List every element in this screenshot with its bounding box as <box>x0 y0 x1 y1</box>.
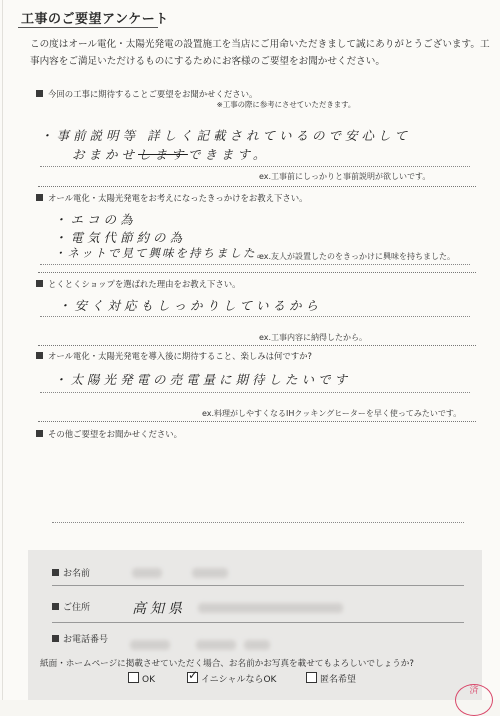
option-initials-ok[interactable]: ✓ イニシャルならOK <box>187 672 276 685</box>
intro-text: この度はオール電化・太陽光発電の設置施工を当店にご用命いただきまして誠にありがとうございます。工事内容をご満足いただけるものにするためにお客様のご要望をお聞かせください。 <box>30 39 490 67</box>
section-expectations <box>36 88 476 110</box>
answer-rule <box>40 264 470 265</box>
question-2: オール電化・太陽光発電をお考えになったきっかけをお教え下さい。 <box>36 192 476 204</box>
redacted-phone <box>244 640 270 650</box>
bullet-square-icon <box>36 352 43 359</box>
address-prefecture: 高知県 <box>132 601 186 617</box>
checkbox-anonymous[interactable] <box>306 672 317 683</box>
bullet-square-icon <box>52 569 59 576</box>
example-4: ex.料理がしやすくなるIHクッキングヒーターを早く使ってみたいです。 <box>202 409 462 418</box>
answer-1-line-1: ・事前説明等 詳しく記載されているので安心して <box>40 128 411 143</box>
page-title: 工事のご要望アンケート <box>21 12 169 27</box>
answer-2-line-2: ・電気代節約の為 <box>54 230 187 245</box>
name-label: お名前 <box>52 566 90 579</box>
question-4: オール電化・太陽光発電を導入後に期待すること、楽しみは何ですか? <box>36 350 476 362</box>
answer-rule <box>40 316 470 317</box>
bullet-square-icon <box>36 194 43 201</box>
redacted-name <box>132 568 162 578</box>
section-reason <box>36 278 476 290</box>
section-motivation <box>36 192 476 204</box>
answer-2-line-3: ・ネットで見て興味を持ちました。 <box>54 246 270 260</box>
review-stamp: 済 <box>455 684 493 716</box>
question-5: その他ご要望をお聞かせください。 <box>36 428 476 440</box>
title-underline <box>18 27 158 28</box>
example-3: ex.工事内容に納得したから。 <box>259 333 368 342</box>
page-edge <box>2 0 3 700</box>
section-after-install <box>36 350 476 362</box>
option-ok[interactable]: OK <box>128 672 155 685</box>
bullet-square-icon <box>36 430 43 437</box>
redacted-phone <box>130 640 170 650</box>
phone-label: お電話番号 <box>52 632 108 645</box>
answer-rule <box>40 392 470 393</box>
answer-3-line-1: ・安く対応もしっかりしているから <box>58 298 323 313</box>
redacted-name <box>192 568 228 578</box>
question-1: 今回の工事に期待することご要望をお聞かせください。 <box>36 88 476 100</box>
section-divider <box>38 345 476 346</box>
answer-1-text: おまかせ <box>72 147 139 162</box>
question-3: とくとくショップを選ばれた理由をお教え下さい。 <box>36 278 476 290</box>
redacted-phone <box>196 640 236 650</box>
redacted-address <box>198 603 343 613</box>
name-line <box>52 585 464 586</box>
bullet-square-icon <box>52 635 59 642</box>
example-2: ex.友人が設置したのをきっかけに興味を持ちました。 <box>259 252 456 261</box>
checkbox-ok[interactable] <box>128 672 139 683</box>
address-line <box>52 622 464 623</box>
question-1-note: ※工事の際に参考にさせていただきます。 <box>216 100 356 109</box>
address-label: ご住所 <box>52 600 90 613</box>
section-other <box>36 428 476 440</box>
answer-4-line-1: ・太陽光発電の売電量に期待したいです <box>54 372 352 387</box>
checkbox-initials-ok[interactable] <box>187 672 198 683</box>
example-1: ex.工事前にしっかりと事前説明が欲しいです。 <box>259 172 431 181</box>
answer-2-line-1: ・エコの為 <box>54 212 137 227</box>
consent-question: 紙面・ホームページに掲載させていただく場合、お名前かお写真を載せてもよろしいでしょうか? <box>40 659 414 669</box>
bullet-square-icon <box>52 603 59 610</box>
section-divider <box>38 272 476 273</box>
answer-rule <box>52 522 464 523</box>
answer-1-line-2 <box>72 145 269 163</box>
answer-1-tail: できます。 <box>187 147 270 162</box>
bullet-square-icon <box>36 90 43 97</box>
answer-rule <box>40 166 470 167</box>
section-divider <box>38 186 476 187</box>
answer-1-struck: します <box>138 147 188 162</box>
option-anonymous[interactable]: 匿名希望 <box>306 672 356 685</box>
section-divider <box>38 421 476 422</box>
bullet-square-icon <box>36 280 43 287</box>
